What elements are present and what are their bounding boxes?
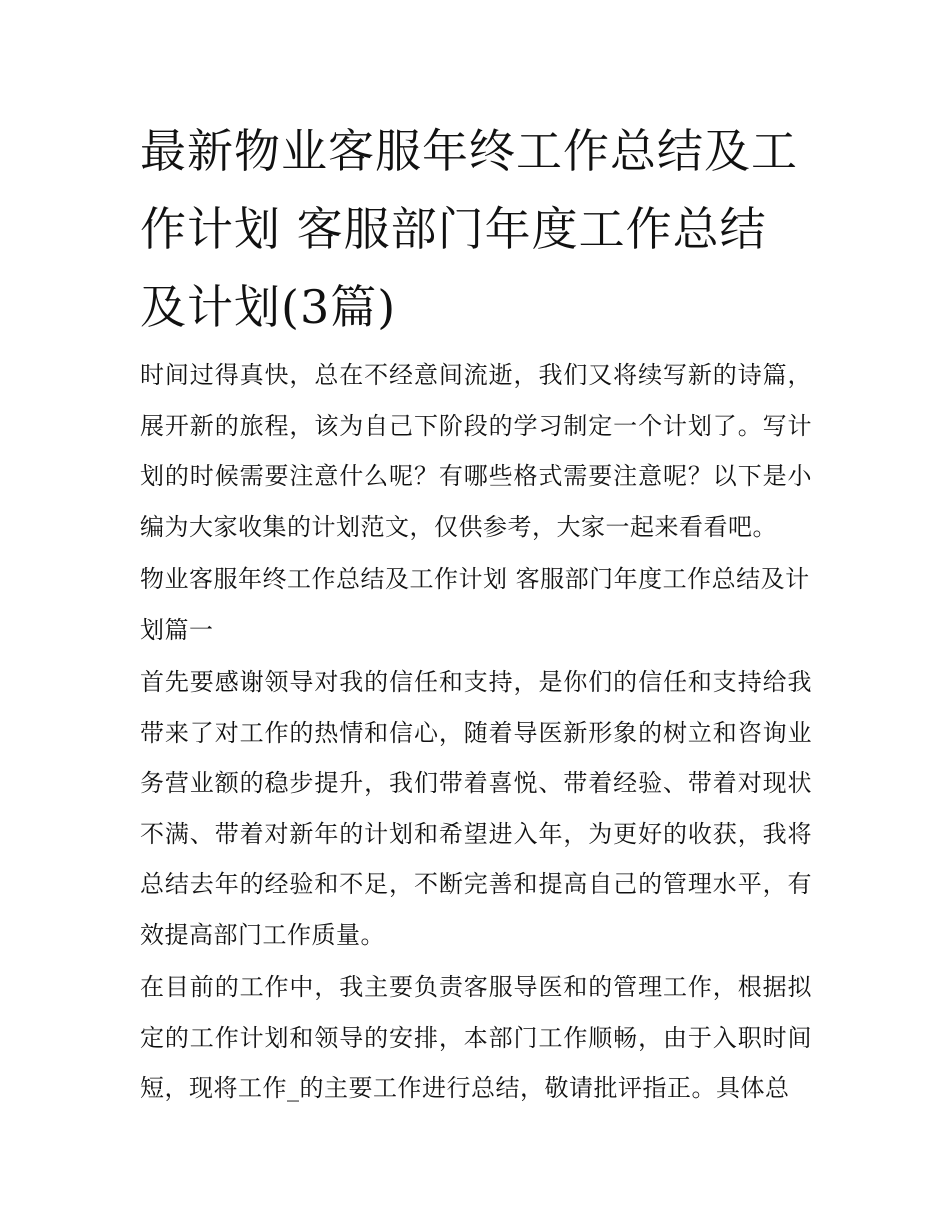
- body-paragraph: 在目前的工作中，我主要负责客服导医和的管理工作，根据拟定的工作计划和领导的安排，本部门工作顺畅，由于入职时间短，现将工作_的主要工作进行总结，敬请批评指正。具体总: [140, 973, 812, 1102]
- body-paragraph: 首先要感谢领导对我的信任和支持，是你们的信任和支持给我带来了对工作的热情和信心，随着导医新形象的树立和咨询业务营业额的稳步提升，我们带着喜悦、带着经验、带着对现状不满、带着对新年的计划和希望进入年，为更好的收获，我将总结去年的经验和不足，不断完善和提高自己的管理水平，有效提高部门工作质量。: [140, 668, 812, 949]
- document-page: [140, 112, 812, 1116]
- document-title: 最新物业客服年终工作总结及工作计划 客服部门年度工作总结及计划(3篇): [140, 124, 798, 334]
- section-heading: 物业客服年终工作总结及工作计划 客服部门年度工作总结及计划篇一: [140, 565, 810, 644]
- intro-paragraph: 时间过得真快，总在不经意间流逝，我们又将续写新的诗篇，展开新的旅程，该为自己下阶段的学习制定一个计划了。写计划的时候需要注意什么呢？有哪些格式需要注意呢？以下是小编为大家收集的计划范文，仅供参考，大家一起来看看吧。: [140, 361, 812, 541]
